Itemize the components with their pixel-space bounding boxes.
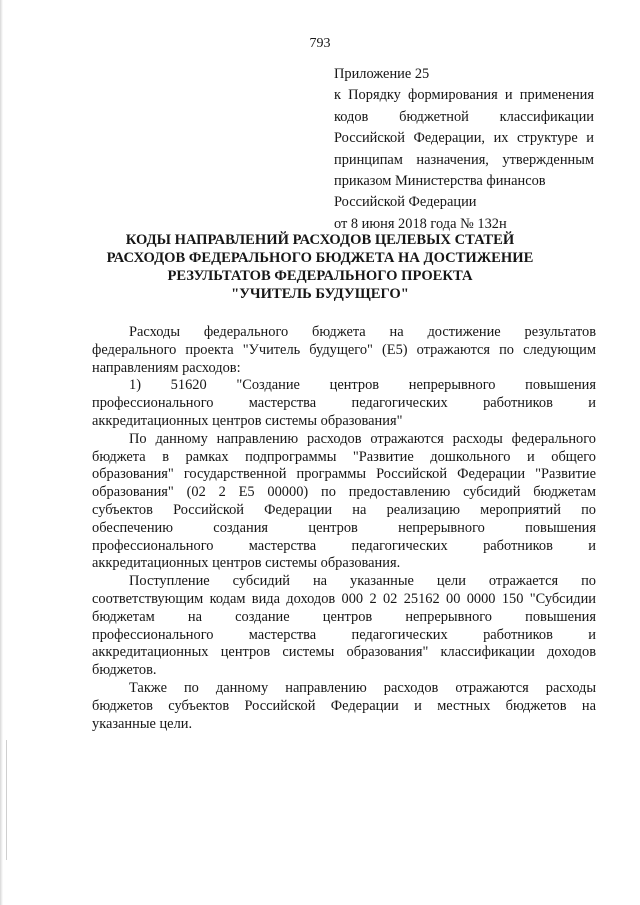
text-line: направлениям расходов: bbox=[92, 359, 241, 376]
paragraph-item-1 bbox=[92, 377, 596, 430]
text-line: Расходы федерального бюджета на достижение результатов bbox=[129, 324, 596, 340]
text-line: федерального проекта "Учитель будущего" (Е5) отражаются по следующим bbox=[92, 341, 596, 358]
text-line: бюджетов субъектов Российской Федерации и местных бюджетов на bbox=[92, 697, 596, 714]
appendix-line: от 8 июня 2018 года № 132н bbox=[334, 215, 507, 232]
paragraph-revenue bbox=[92, 573, 596, 680]
text-line: образования" (02 2 Е5 00000) по предоставлению субсидий бюджетам bbox=[92, 484, 596, 501]
paragraph-intro bbox=[92, 324, 596, 377]
document-body bbox=[92, 324, 596, 733]
document-title bbox=[90, 231, 550, 303]
text-line: указанные цели. bbox=[92, 715, 193, 732]
text-line: профессионального мастерства педагогических работников и bbox=[92, 626, 596, 643]
text-line: профессионального мастерства педагогических работников и bbox=[92, 395, 596, 412]
appendix-block bbox=[334, 64, 594, 235]
text-line: обеспечению создания центров непрерывного повышения bbox=[92, 519, 596, 536]
appendix-line: Российской Федерации bbox=[334, 194, 477, 211]
text-line: соответствующим кодам вида доходов 000 2 02 25162 00 0000 150 "Субсидии bbox=[92, 590, 596, 607]
paragraph-also bbox=[92, 680, 596, 733]
appendix-line: кодов бюджетной классификации bbox=[334, 108, 594, 125]
paragraph-expenses bbox=[92, 431, 596, 573]
text-line: Поступление субсидий на указанные цели отражается по bbox=[129, 573, 596, 590]
title-line: РЕЗУЛЬТАТОВ ФЕДЕРАЛЬНОГО ПРОЕКТА bbox=[167, 268, 473, 284]
appendix-line: Российской Федерации, их структуре и bbox=[334, 130, 594, 147]
text-line: Также по данному направлению расходов отражаются расходы bbox=[129, 679, 596, 696]
text-line: бюджета в рамках подпрограммы "Развитие дошкольного и общего bbox=[92, 448, 596, 465]
text-line: бюджетов. bbox=[92, 662, 157, 679]
text-line: аккредитационных центров системы образования. bbox=[92, 555, 401, 572]
text-line: аккредитационных центров системы образования" классификации доходов bbox=[92, 644, 596, 661]
title-line: РАСХОДОВ ФЕДЕРАЛЬНОГО БЮДЖЕТА НА ДОСТИЖЕНИЕ bbox=[106, 250, 534, 266]
text-line: бюджетам на создание центров непрерывного повышения bbox=[92, 608, 596, 625]
title-line: КОДЫ НАПРАВЛЕНИЙ РАСХОДОВ ЦЕЛЕВЫХ СТАТЕЙ bbox=[125, 232, 515, 248]
appendix-line: Приложение 25 bbox=[334, 66, 430, 82]
appendix-line: приказом Министерства финансов bbox=[334, 173, 546, 190]
title-line: "УЧИТЕЛЬ БУДУЩЕГО" bbox=[231, 286, 409, 302]
page-number: 793 bbox=[309, 36, 331, 51]
text-line: образования" государственной программы Российской Федерации "Развитие bbox=[92, 466, 596, 483]
text-line: 1) 51620 "Создание центров непрерывного повышения bbox=[129, 377, 596, 394]
scan-edge bbox=[0, 0, 3, 905]
appendix-line: к Порядку формирования и применения bbox=[334, 87, 594, 104]
text-line: По данному направлению расходов отражаются расходы федерального bbox=[129, 430, 596, 447]
scan-mark bbox=[6, 740, 7, 860]
text-line: субъектов Российской Федерации на реализацию мероприятий по bbox=[92, 501, 596, 518]
appendix-line: принципам назначения, утвержденным bbox=[334, 151, 594, 168]
text-line: аккредитационных центров системы образования" bbox=[92, 412, 403, 429]
text-line: профессионального мастерства педагогических работников и bbox=[92, 537, 596, 554]
